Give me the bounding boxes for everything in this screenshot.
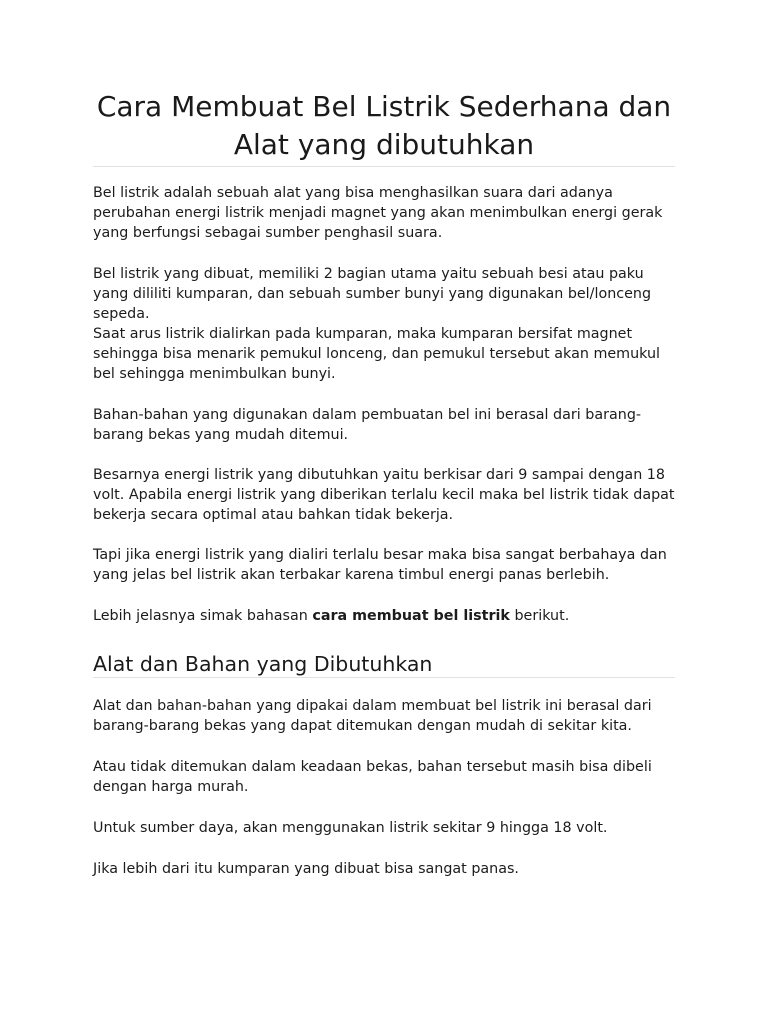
section-paragraph: Alat dan bahan-bahan yang dipakai dalam membuat bel listrik ini berasal dari barang-barang bekas yang dapat ditemukan dengan mudah di sekitar kita. — [93, 698, 652, 734]
paragraph: Bel listrik adalah sebuah alat yang bisa menghasilkan suara dari adanya perubahan energi listrik menjadi magnet yang akan menimbulkan energi gerak yang berfungsi sebagai sumber penghasil suara. — [93, 185, 663, 241]
paragraph: Besarnya energi listrik yang dibutuhkan yaitu berkisar dari 9 sampai dengan 18 volt. Apabila energi listrik yang diberikan terlalu kecil maka bel listrik tidak dapat bekerja secara optimal atau bahkan tidak bekerja. — [93, 467, 675, 523]
page-title: Cara Membuat Bel Listrik Sederhana dan Alat yang dibutuhkan — [96, 90, 672, 161]
lead-in-bold-keyword: cara membuat bel listrik — [312, 608, 510, 624]
section-paragraph: Atau tidak ditemukan dalam keadaan bekas, bahan tersebut masih bisa dibeli dengan harga murah. — [93, 759, 652, 795]
paragraph: Saat arus listrik dialirkan pada kumparan, maka kumparan bersifat magnet sehingga bisa menarik pemukul lonceng, dan pemukul tersebut akan memukul bel sehingga menimbulkan bunyi. — [93, 326, 661, 382]
paragraph: Bahan-bahan yang digunakan dalam pembuatan bel ini berasal dari barang-barang bekas yang mudah ditemui. — [93, 407, 642, 443]
section-heading: Alat dan Bahan yang Dibutuhkan — [93, 652, 433, 676]
lead-in-paragraph — [93, 606, 678, 626]
section-paragraph: Untuk sumber daya, akan menggunakan listrik sekitar 9 hingga 18 volt. — [93, 820, 608, 836]
section-paragraph: Jika lebih dari itu kumparan yang dibuat bisa sangat panas. — [93, 861, 519, 877]
section-divider — [93, 677, 675, 678]
paragraph: Bel listrik yang dibuat, memiliki 2 bagian utama yaitu sebuah besi atau paku yang dililiti kumparan, dan sebuah sumber bunyi yang digunakan bel/lonceng sepeda. — [93, 266, 652, 322]
title-divider — [93, 166, 675, 167]
paragraph: Tapi jika energi listrik yang dialiri terlalu besar maka bisa sangat berbahaya dan yang jelas bel listrik akan terbakar karena timbul energi panas berlebih. — [93, 547, 667, 583]
lead-in-text: Lebih jelasnya simak bahasan — [93, 608, 313, 624]
lead-in-text-end: berikut. — [509, 608, 570, 624]
